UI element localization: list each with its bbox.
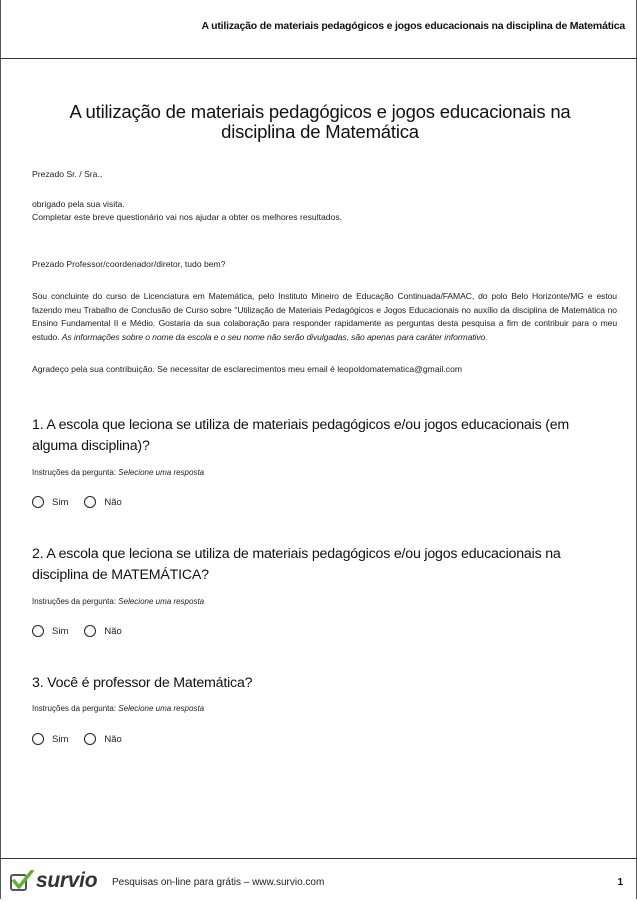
instructions-value: Selecione uma resposta (118, 597, 205, 606)
option-label: Sim (52, 733, 69, 745)
question-1-option-nao[interactable] (84, 496, 121, 508)
logo-text: survio (36, 869, 98, 892)
page-footer (0, 858, 637, 902)
radio-button[interactable] (84, 496, 96, 508)
option-label: Não (104, 496, 122, 508)
checkmark-icon (10, 870, 34, 892)
page-header (0, 0, 637, 59)
option-label: Sim (52, 625, 69, 637)
option-label: Não (104, 625, 122, 637)
question-1-instructions (32, 468, 204, 477)
question-2-title: 2. A escola que leciona se utiliza de materiais pedagógicos e/ou jogos educacionais na disciplina de MATEMÁTICA? (32, 546, 561, 583)
header-title: A utilização de materiais pedagógicos e jogos educacionais na disciplina de Matemática (201, 20, 625, 32)
question-2-options (32, 625, 138, 637)
option-label: Não (104, 733, 122, 745)
radio-button[interactable] (84, 733, 96, 745)
page-number: 1 (617, 877, 623, 888)
radio-button[interactable] (84, 625, 96, 637)
salutation: Prezado Professor/coordenador/diretor, tudo bem? (32, 259, 226, 269)
question-1-title: 1. A escola que leciona se utiliza de materiais pedagógicos e/ou jogos educacionais (em alguma disciplina)? (32, 417, 570, 454)
question-1-option-sim[interactable] (32, 496, 68, 508)
question-3-option-nao[interactable] (84, 733, 121, 745)
thanks-line-1: obrigado pela sua visita. (32, 199, 125, 209)
radio-button[interactable] (32, 733, 44, 745)
question-3-title: 3. Você é professor de Matemática? (32, 675, 253, 691)
footer-tagline[interactable]: Pesquisas on-line para grátis – www.survio.com (112, 877, 325, 888)
question-3-options (32, 733, 138, 745)
question-3-option-sim[interactable] (32, 733, 68, 745)
survio-logo[interactable] (10, 869, 97, 893)
intro-text: Sou concluinte do curso de Licenciatura em Matemática, pelo Instituto Mineiro de Educação Continuada/FAMAC, do polo Belo Horizonte/MG e estou fazendo meu Trabalho de Conclusão de Curso sobre "Utilização de Materiais Pedagógicos e Jogos Educacionais no auxílio da disciplina de Matemática no Ensino Fundamental II e Médio. Gostaria da sua colaboração para responder rapidamente as perguntas desta pesquisa a fim de contribuir para o meu estudo. (32, 291, 617, 342)
instructions-label: Instruções da pergunta: (32, 704, 117, 713)
instructions-value: Selecione uma resposta (118, 468, 205, 477)
instructions-value: Selecione uma resposta (118, 704, 205, 713)
question-3-instructions (32, 704, 204, 713)
document-title: A utilização de materiais pedagógicos e jogos educacionais na disciplina de Matemática (69, 101, 571, 142)
intro-paragraph (32, 290, 617, 344)
instructions-label: Instruções da pergunta: (32, 468, 117, 477)
greeting: Prezado Sr. / Sra., (32, 169, 103, 179)
instructions-label: Instruções da pergunta: (32, 597, 117, 606)
question-1-options (32, 496, 138, 508)
question-2-option-nao[interactable] (84, 625, 121, 637)
question-2-option-sim[interactable] (32, 625, 68, 637)
contact-line: Agradeço pela sua contribuição. Se necessitar de esclarecimentos meu email é leopoldomatematica@gmail.com (32, 364, 463, 374)
question-2-instructions (32, 597, 204, 606)
intro-italic-note: As informações sobre o nome da escola e o seu nome não serão divulgadas, são apenas para caráter informativo. (61, 331, 488, 342)
thanks-line-2: Completar este breve questionário vai nos ajudar a obter os melhores resultados. (32, 212, 343, 222)
option-label: Sim (52, 496, 69, 508)
radio-button[interactable] (32, 625, 44, 637)
radio-button[interactable] (32, 496, 44, 508)
